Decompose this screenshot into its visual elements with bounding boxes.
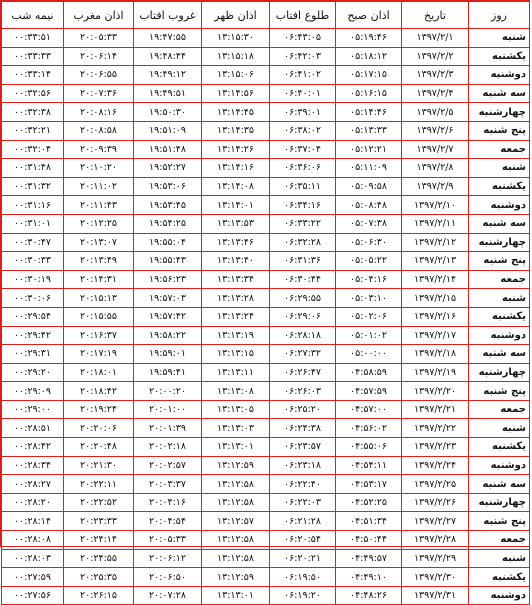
table-row	[2, 419, 530, 438]
cell-fajr: ۰۵:۱۲:۲۱	[336, 140, 402, 159]
cell-fajr: ۰۵:۱۴:۴۶	[336, 103, 402, 122]
cell-sunset: ۲۰:۰۴:۵۴	[134, 512, 202, 531]
table-row	[2, 493, 530, 512]
cell-dhuhr: ۱۳:۱۳:۱۵	[202, 345, 270, 364]
cell-sunset: ۱۹:۵۱:۴۸	[134, 140, 202, 159]
cell-date: ۱۳۹۷/۲/۱۹	[402, 363, 469, 382]
cell-midnight: ۰۰:۲۹:۰۹	[2, 382, 64, 401]
cell-day: شنبه	[469, 289, 530, 308]
cell-dhuhr: ۱۳:۱۵:۳۰	[202, 29, 270, 48]
table-row	[2, 270, 530, 289]
cell-maghrib: ۲۰:۱۵:۵۵	[64, 307, 134, 326]
cell-date: ۱۳۹۷/۲/۱۸	[402, 345, 469, 364]
cell-day: شنبه	[469, 29, 530, 48]
cell-dhuhr: ۱۳:۱۳:۰۱	[202, 586, 270, 605]
cell-sunset: ۱۹:۴۷:۵۵	[134, 29, 202, 48]
header-maghrib: اذان مغرب	[64, 2, 134, 29]
cell-sunset: ۲۰:۰۲:۱۸	[134, 438, 202, 457]
table-row	[2, 252, 530, 271]
cell-fajr: ۰۵:۰۴:۱۶	[336, 270, 402, 289]
cell-midnight: ۰۰:۲۹:۴۲	[2, 326, 64, 345]
cell-date: ۱۳۹۷/۲/۲۰	[402, 382, 469, 401]
cell-fajr: ۰۵:۱۹:۴۶	[336, 29, 402, 48]
cell-midnight: ۰۰:۲۸:۳۴	[2, 456, 64, 475]
cell-dhuhr: ۱۳:۱۳:۰۱	[202, 438, 270, 457]
cell-sunset: ۲۰:۰۳:۳۷	[134, 475, 202, 494]
cell-sunset: ۱۹:۵۷:۰۳	[134, 289, 202, 308]
cell-maghrib: ۲۰:۰۸:۱۶	[64, 103, 134, 122]
cell-maghrib: ۲۰:۱۶:۳۷	[64, 326, 134, 345]
cell-sunrise: ۰۶:۳۴:۱۶	[270, 196, 336, 215]
cell-day: یکشنبه	[469, 177, 530, 196]
cell-fajr: ۰۵:۱۷:۱۵	[336, 66, 402, 85]
cell-dhuhr: ۱۳:۱۲:۵۸	[202, 475, 270, 494]
cell-fajr: ۰۵:۰۳:۱۰	[336, 289, 402, 308]
cell-dhuhr: ۱۳:۱۲:۵۸	[202, 493, 270, 512]
cell-maghrib: ۲۰:۲۲:۵۲	[64, 493, 134, 512]
cell-day: چهارشنبه	[469, 493, 530, 512]
cell-sunrise: ۰۶:۴۱:۰۲	[270, 66, 336, 85]
cell-sunrise: ۰۶:۲۳:۱۸	[270, 456, 336, 475]
cell-sunrise: ۰۶:۲۶:۰۳	[270, 382, 336, 401]
cell-fajr: ۰۴:۵۰:۴۴	[336, 531, 402, 550]
cell-date: ۱۳۹۷/۲/۲۷	[402, 512, 469, 531]
cell-midnight: ۰۰:۳۳:۳۳	[2, 47, 64, 66]
cell-sunset: ۱۹:۵۰:۳۰	[134, 103, 202, 122]
cell-midnight: ۰۰:۳۱:۴۸	[2, 159, 64, 178]
cell-date: ۱۳۹۷/۲/۶	[402, 121, 469, 140]
cell-date: ۱۳۹۷/۲/۲۳	[402, 438, 469, 457]
cell-fajr: ۰۵:۰۱:۰۲	[336, 326, 402, 345]
cell-sunrise: ۰۶:۳۵:۱۱	[270, 177, 336, 196]
cell-sunrise: ۰۶:۲۹:۵۵	[270, 289, 336, 308]
cell-sunrise: ۰۶:۴۲:۰۳	[270, 47, 336, 66]
cell-day: دوشنبه	[469, 66, 530, 85]
cell-sunset: ۱۹:۵۳:۴۵	[134, 196, 202, 215]
cell-maghrib: ۲۰:۰۷:۳۶	[64, 84, 134, 103]
cell-day: سه شنبه	[469, 214, 530, 233]
cell-day: پنج شنبه	[469, 121, 530, 140]
cell-sunset: ۲۰:۰۴:۱۶	[134, 493, 202, 512]
cell-maghrib: ۲۰:۰۶:۱۴	[64, 47, 134, 66]
cell-sunset: ۱۹:۴۹:۱۲	[134, 66, 202, 85]
cell-day: چهارشنبه	[469, 103, 530, 122]
prayer-times-table	[1, 1, 530, 605]
cell-fajr: ۰۵:۱۳:۳۳	[336, 121, 402, 140]
cell-midnight: ۰۰:۲۹:۵۴	[2, 307, 64, 326]
cell-fajr: ۰۵:۰۰:۰۰	[336, 345, 402, 364]
cell-dhuhr: ۱۳:۱۴:۰۸	[202, 177, 270, 196]
cell-dhuhr: ۱۳:۱۳:۰۵	[202, 400, 270, 419]
cell-maghrib: ۲۰:۲۶:۱۵	[64, 586, 134, 605]
cell-date: ۱۳۹۷/۲/۵	[402, 103, 469, 122]
cell-sunrise: ۰۶:۲۱:۲۸	[270, 512, 336, 531]
cell-date: ۱۳۹۷/۲/۱	[402, 29, 469, 48]
cell-sunrise: ۰۶:۲۸:۱۸	[270, 326, 336, 345]
cell-maghrib: ۲۰:۱۸:۰۱	[64, 363, 134, 382]
cell-fajr: ۰۴:۵۱:۳۴	[336, 512, 402, 531]
cell-fajr: ۰۴:۵۳:۱۷	[336, 475, 402, 494]
cell-sunrise: ۰۶:۲۰:۵۴	[270, 531, 336, 550]
cell-day: پنج شنبه	[469, 252, 530, 271]
cell-day: چهارشنبه	[469, 363, 530, 382]
cell-day: جمعه	[469, 270, 530, 289]
cell-dhuhr: ۱۳:۱۴:۰۱	[202, 196, 270, 215]
cell-dhuhr: ۱۳:۱۳:۰۳	[202, 419, 270, 438]
cell-sunrise: ۰۶:۲۹:۰۶	[270, 307, 336, 326]
cell-sunset: ۲۰:۰۰:۲۰	[134, 382, 202, 401]
cell-date: ۱۳۹۷/۲/۱۰	[402, 196, 469, 215]
cell-dhuhr: ۱۳:۱۳:۴۰	[202, 252, 270, 271]
cell-sunset: ۱۹:۵۳:۰۶	[134, 177, 202, 196]
cell-maghrib: ۲۰:۲۵:۳۵	[64, 568, 134, 587]
cell-sunset: ۱۹:۵۲:۲۷	[134, 159, 202, 178]
cell-midnight: ۰۰:۲۸:۲۷	[2, 475, 64, 494]
table-header-row	[2, 2, 530, 29]
cell-dhuhr: ۱۳:۱۳:۳۴	[202, 270, 270, 289]
cell-fajr: ۰۴:۵۵:۰۶	[336, 438, 402, 457]
cell-maghrib: ۲۰:۲۰:۰۶	[64, 419, 134, 438]
cell-day: شنبه	[469, 159, 530, 178]
cell-fajr: ۰۵:۰۲:۰۶	[336, 307, 402, 326]
cell-day: سه شنبه	[469, 475, 530, 494]
cell-midnight: ۰۰:۲۸:۵۱	[2, 419, 64, 438]
cell-sunrise: ۰۶:۱۹:۲۰	[270, 586, 336, 605]
cell-date: ۱۳۹۷/۲/۴	[402, 84, 469, 103]
cell-midnight: ۰۰:۲۸:۱۴	[2, 512, 64, 531]
cell-midnight: ۰۰:۳۲:۵۶	[2, 84, 64, 103]
cell-date: ۱۳۹۷/۲/۲۶	[402, 493, 469, 512]
cell-day: دوشنبه	[469, 196, 530, 215]
cell-day: یکشنبه	[469, 568, 530, 587]
cell-dhuhr: ۱۳:۱۳:۲۴	[202, 307, 270, 326]
table-row	[2, 121, 530, 140]
table-row	[2, 307, 530, 326]
header-sunset: غروب افتاب	[134, 2, 202, 29]
cell-fajr: ۰۵:۰۶:۳۰	[336, 233, 402, 252]
cell-midnight: ۰۰:۳۳:۱۴	[2, 66, 64, 85]
table-row	[2, 214, 530, 233]
header-midnight: نیمه شب	[2, 2, 64, 29]
table-row	[2, 363, 530, 382]
cell-maghrib: ۲۰:۰۵:۳۳	[64, 29, 134, 48]
table-row	[2, 382, 530, 401]
cell-day: جمعه	[469, 400, 530, 419]
cell-maghrib: ۲۰:۲۴:۱۴	[64, 531, 134, 550]
table-row	[2, 512, 530, 531]
table-row	[2, 289, 530, 308]
cell-dhuhr: ۱۳:۱۵:۱۸	[202, 47, 270, 66]
cell-maghrib: ۲۰:۱۳:۴۹	[64, 252, 134, 271]
table-row	[2, 345, 530, 364]
cell-dhuhr: ۱۳:۱۴:۴۵	[202, 103, 270, 122]
cell-midnight: ۰۰:۳۱:۰۱	[2, 214, 64, 233]
cell-date: ۱۳۹۷/۲/۱۲	[402, 233, 469, 252]
cell-date: ۱۳۹۷/۲/۸	[402, 159, 469, 178]
cell-sunset: ۲۰:۰۶:۵۰	[134, 568, 202, 587]
cell-fajr: ۰۴:۵۷:۰۰	[336, 400, 402, 419]
cell-maghrib: ۲۰:۲۱:۳۰	[64, 456, 134, 475]
cell-maghrib: ۲۰:۱۲:۲۵	[64, 214, 134, 233]
cell-day: سه شنبه	[469, 345, 530, 364]
cell-maghrib: ۲۰:۱۳:۰۷	[64, 233, 134, 252]
cell-date: ۱۳۹۷/۲/۱۷	[402, 326, 469, 345]
table-row	[2, 586, 530, 605]
cell-date: ۱۳۹۷/۲/۱۱	[402, 214, 469, 233]
cell-date: ۱۳۹۷/۲/۲۸	[402, 531, 469, 550]
cell-fajr: ۰۴:۵۸:۵۹	[336, 363, 402, 382]
cell-sunrise: ۰۶:۳۸:۰۲	[270, 121, 336, 140]
cell-fajr: ۰۴:۴۹:۵۷	[336, 549, 402, 568]
cell-sunrise: ۰۶:۲۲:۰۳	[270, 493, 336, 512]
cell-midnight: ۰۰:۳۰:۰۶	[2, 289, 64, 308]
cell-midnight: ۰۰:۳۰:۴۷	[2, 233, 64, 252]
cell-day: پنج شنبه	[469, 512, 530, 531]
cell-midnight: ۰۰:۳۰:۱۹	[2, 270, 64, 289]
cell-date: ۱۳۹۷/۲/۱۵	[402, 289, 469, 308]
header-date: تاریخ	[402, 2, 469, 29]
cell-sunset: ۱۹:۵۴:۲۵	[134, 214, 202, 233]
table-row	[2, 177, 530, 196]
cell-dhuhr: ۱۳:۱۲:۵۸	[202, 531, 270, 550]
cell-dhuhr: ۱۳:۱۲:۵۹	[202, 456, 270, 475]
cell-dhuhr: ۱۳:۱۲:۵۸	[202, 549, 270, 568]
cell-sunset: ۲۰:۰۱:۳۹	[134, 419, 202, 438]
table-row	[2, 66, 530, 85]
cell-dhuhr: ۱۳:۱۳:۵۳	[202, 214, 270, 233]
cell-midnight: ۰۰:۳۱:۳۲	[2, 177, 64, 196]
cell-dhuhr: ۱۳:۱۴:۵۶	[202, 84, 270, 103]
cell-day: دوشنبه	[469, 456, 530, 475]
cell-date: ۱۳۹۷/۲/۲۹	[402, 549, 469, 568]
cell-dhuhr: ۱۳:۱۳:۱۹	[202, 326, 270, 345]
cell-date: ۱۳۹۷/۲/۳۱	[402, 586, 469, 605]
cell-sunset: ۱۹:۵۹:۰۱	[134, 345, 202, 364]
header-sunrise: طلوع افتاب	[270, 2, 336, 29]
cell-sunrise: ۰۶:۴۳:۰۵	[270, 29, 336, 48]
cell-maghrib: ۲۰:۱۵:۱۳	[64, 289, 134, 308]
cell-sunrise: ۰۶:۳۱:۳۶	[270, 252, 336, 271]
cell-dhuhr: ۱۳:۱۳:۱۱	[202, 363, 270, 382]
cell-fajr: ۰۵:۱۶:۱۵	[336, 84, 402, 103]
cell-maghrib: ۲۰:۰۹:۳۹	[64, 140, 134, 159]
cell-dhuhr: ۱۳:۱۳:۲۸	[202, 289, 270, 308]
cell-midnight: ۰۰:۳۲:۲۱	[2, 121, 64, 140]
cell-date: ۱۳۹۷/۲/۲۴	[402, 456, 469, 475]
cell-day: جمعه	[469, 531, 530, 550]
cell-date: ۱۳۹۷/۲/۱۴	[402, 270, 469, 289]
cell-sunrise: ۰۶:۳۷:۰۴	[270, 140, 336, 159]
cell-sunrise: ۰۶:۳۲:۲۸	[270, 233, 336, 252]
cell-midnight: ۰۰:۳۳:۵۱	[2, 29, 64, 48]
cell-date: ۱۳۹۷/۲/۱۳	[402, 252, 469, 271]
cell-sunrise: ۰۶:۲۳:۵۷	[270, 438, 336, 457]
cell-sunset: ۲۰:۰۲:۵۷	[134, 456, 202, 475]
cell-sunset: ۲۰:۰۵:۳۳	[134, 531, 202, 550]
table-row	[2, 103, 530, 122]
cell-sunset: ۲۰:۰۱:۰۰	[134, 400, 202, 419]
cell-midnight: ۰۰:۳۲:۳۸	[2, 103, 64, 122]
table-row	[2, 568, 530, 587]
table-row	[2, 438, 530, 457]
table-row	[2, 233, 530, 252]
cell-fajr: ۰۴:۴۸:۲۶	[336, 586, 402, 605]
cell-date: ۱۳۹۷/۲/۳	[402, 66, 469, 85]
cell-sunset: ۱۹:۵۱:۰۹	[134, 121, 202, 140]
table-row	[2, 549, 530, 568]
cell-fajr: ۰۵:۱۸:۱۲	[336, 47, 402, 66]
cell-sunset: ۲۰:۰۷:۲۸	[134, 586, 202, 605]
cell-date: ۱۳۹۷/۲/۱۶	[402, 307, 469, 326]
cell-maghrib: ۲۰:۱۰:۲۰	[64, 159, 134, 178]
cell-day: سه شنبه	[469, 84, 530, 103]
cell-sunrise: ۰۶:۲۷:۳۲	[270, 345, 336, 364]
cell-maghrib: ۲۰:۱۴:۳۱	[64, 270, 134, 289]
cell-maghrib: ۲۰:۲۳:۳۳	[64, 512, 134, 531]
cell-day: چهارشنبه	[469, 233, 530, 252]
cell-dhuhr: ۱۳:۱۲:۵۹	[202, 568, 270, 587]
cell-sunrise: ۰۶:۳۳:۲۲	[270, 214, 336, 233]
cell-maghrib: ۲۰:۱۷:۱۹	[64, 345, 134, 364]
table-body	[2, 29, 530, 605]
cell-fajr: ۰۵:۱۱:۰۹	[336, 159, 402, 178]
cell-midnight: ۰۰:۲۹:۳۱	[2, 345, 64, 364]
cell-fajr: ۰۴:۴۹:۱۰	[336, 568, 402, 587]
header-dhuhr: اذان ظهر	[202, 2, 270, 29]
cell-midnight: ۰۰:۲۷:۵۹	[2, 568, 64, 587]
cell-midnight: ۰۰:۲۸:۰۸	[2, 531, 64, 550]
cell-date: ۱۳۹۷/۲/۲۱	[402, 400, 469, 419]
cell-dhuhr: ۱۳:۱۴:۲۶	[202, 140, 270, 159]
cell-date: ۱۳۹۷/۲/۲	[402, 47, 469, 66]
cell-maghrib: ۲۰:۱۱:۰۲	[64, 177, 134, 196]
cell-day: یکشنبه	[469, 307, 530, 326]
cell-midnight: ۰۰:۲۹:۲۰	[2, 363, 64, 382]
cell-dhuhr: ۱۳:۱۳:۴۶	[202, 233, 270, 252]
cell-sunrise: ۰۶:۲۴:۳۸	[270, 419, 336, 438]
cell-maghrib: ۲۰:۲۴:۵۵	[64, 549, 134, 568]
cell-date: ۱۳۹۷/۲/۲۵	[402, 475, 469, 494]
cell-dhuhr: ۱۳:۱۴:۳۵	[202, 121, 270, 140]
cell-fajr: ۰۴:۵۶:۰۲	[336, 419, 402, 438]
cell-day: جمعه	[469, 140, 530, 159]
cell-midnight: ۰۰:۲۹:۰۰	[2, 400, 64, 419]
cell-sunset: ۱۹:۵۸:۲۲	[134, 326, 202, 345]
cell-midnight: ۰۰:۲۸:۰۳	[2, 549, 64, 568]
cell-fajr: ۰۵:۰۹:۵۸	[336, 177, 402, 196]
cell-fajr: ۰۵:۰۵:۲۲	[336, 252, 402, 271]
table-row	[2, 326, 530, 345]
table-row	[2, 47, 530, 66]
cell-sunrise: ۰۶:۲۰:۲۱	[270, 549, 336, 568]
cell-date: ۱۳۹۷/۲/۲۲	[402, 419, 469, 438]
cell-fajr: ۰۵:۰۷:۳۸	[336, 214, 402, 233]
cell-sunrise: ۰۶:۳۹:۰۱	[270, 103, 336, 122]
cell-date: ۱۳۹۷/۲/۹	[402, 177, 469, 196]
cell-day: پنج شنبه	[469, 382, 530, 401]
cell-midnight: ۰۰:۳۱:۱۶	[2, 196, 64, 215]
cell-sunrise: ۰۶:۲۶:۴۷	[270, 363, 336, 382]
cell-sunset: ۱۹:۵۵:۴۳	[134, 252, 202, 271]
cell-sunrise: ۰۶:۱۹:۵۰	[270, 568, 336, 587]
cell-maghrib: ۲۰:۱۹:۲۴	[64, 400, 134, 419]
cell-sunset: ۱۹:۵۵:۰۴	[134, 233, 202, 252]
cell-midnight: ۰۰:۲۸:۴۲	[2, 438, 64, 457]
cell-sunset: ۱۹:۴۹:۵۱	[134, 84, 202, 103]
cell-midnight: ۰۰:۳۲:۰۴	[2, 140, 64, 159]
table-row	[2, 475, 530, 494]
table-row	[2, 400, 530, 419]
cell-sunset: ۲۰:۰۶:۱۲	[134, 549, 202, 568]
cell-maghrib: ۲۰:۱۱:۴۳	[64, 196, 134, 215]
cell-day: دوشنبه	[469, 586, 530, 605]
table-row	[2, 29, 530, 48]
cell-dhuhr: ۱۳:۱۵:۰۶	[202, 66, 270, 85]
cell-fajr: ۰۵:۰۸:۴۸	[336, 196, 402, 215]
cell-sunrise: ۰۶:۴۰:۰۱	[270, 84, 336, 103]
cell-sunset: ۱۹:۵۷:۴۲	[134, 307, 202, 326]
cell-day: یکشنبه	[469, 438, 530, 457]
cell-maghrib: ۲۰:۰۸:۵۸	[64, 121, 134, 140]
cell-dhuhr: ۱۳:۱۳:۰۸	[202, 382, 270, 401]
table-row	[2, 196, 530, 215]
cell-day: شنبه	[469, 419, 530, 438]
header-fajr: اذان صبح	[336, 2, 402, 29]
cell-dhuhr: ۱۳:۱۴:۱۶	[202, 159, 270, 178]
cell-sunset: ۱۹:۴۸:۴۴	[134, 47, 202, 66]
cell-maghrib: ۲۰:۲۲:۱۱	[64, 475, 134, 494]
cell-sunset: ۱۹:۵۹:۴۱	[134, 363, 202, 382]
table-row	[2, 531, 530, 550]
cell-sunrise: ۰۶:۲۵:۲۰	[270, 400, 336, 419]
cell-day: یکشنبه	[469, 47, 530, 66]
cell-date: ۱۳۹۷/۲/۳۰	[402, 568, 469, 587]
header-day: روز	[469, 2, 530, 29]
cell-maghrib: ۲۰:۲۰:۴۸	[64, 438, 134, 457]
table-row	[2, 140, 530, 159]
cell-sunrise: ۰۶:۲۲:۴۰	[270, 475, 336, 494]
cell-midnight: ۰۰:۳۰:۳۳	[2, 252, 64, 271]
cell-fajr: ۰۴:۵۷:۵۹	[336, 382, 402, 401]
table-row	[2, 84, 530, 103]
cell-maghrib: ۲۰:۱۸:۴۲	[64, 382, 134, 401]
table-row	[2, 159, 530, 178]
cell-midnight: ۰۰:۲۷:۵۶	[2, 586, 64, 605]
cell-maghrib: ۲۰:۰۶:۵۵	[64, 66, 134, 85]
cell-day: دوشنبه	[469, 326, 530, 345]
cell-sunrise: ۰۶:۳۰:۴۴	[270, 270, 336, 289]
cell-midnight: ۰۰:۲۸:۲۰	[2, 493, 64, 512]
cell-sunrise: ۰۶:۳۶:۰۶	[270, 159, 336, 178]
cell-sunset: ۱۹:۵۶:۲۳	[134, 270, 202, 289]
cell-fajr: ۰۴:۵۴:۱۱	[336, 456, 402, 475]
cell-date: ۱۳۹۷/۲/۷	[402, 140, 469, 159]
cell-dhuhr: ۱۳:۱۲:۵۷	[202, 512, 270, 531]
cell-fajr: ۰۴:۵۲:۲۵	[336, 493, 402, 512]
table-row	[2, 456, 530, 475]
cell-day: شنبه	[469, 549, 530, 568]
